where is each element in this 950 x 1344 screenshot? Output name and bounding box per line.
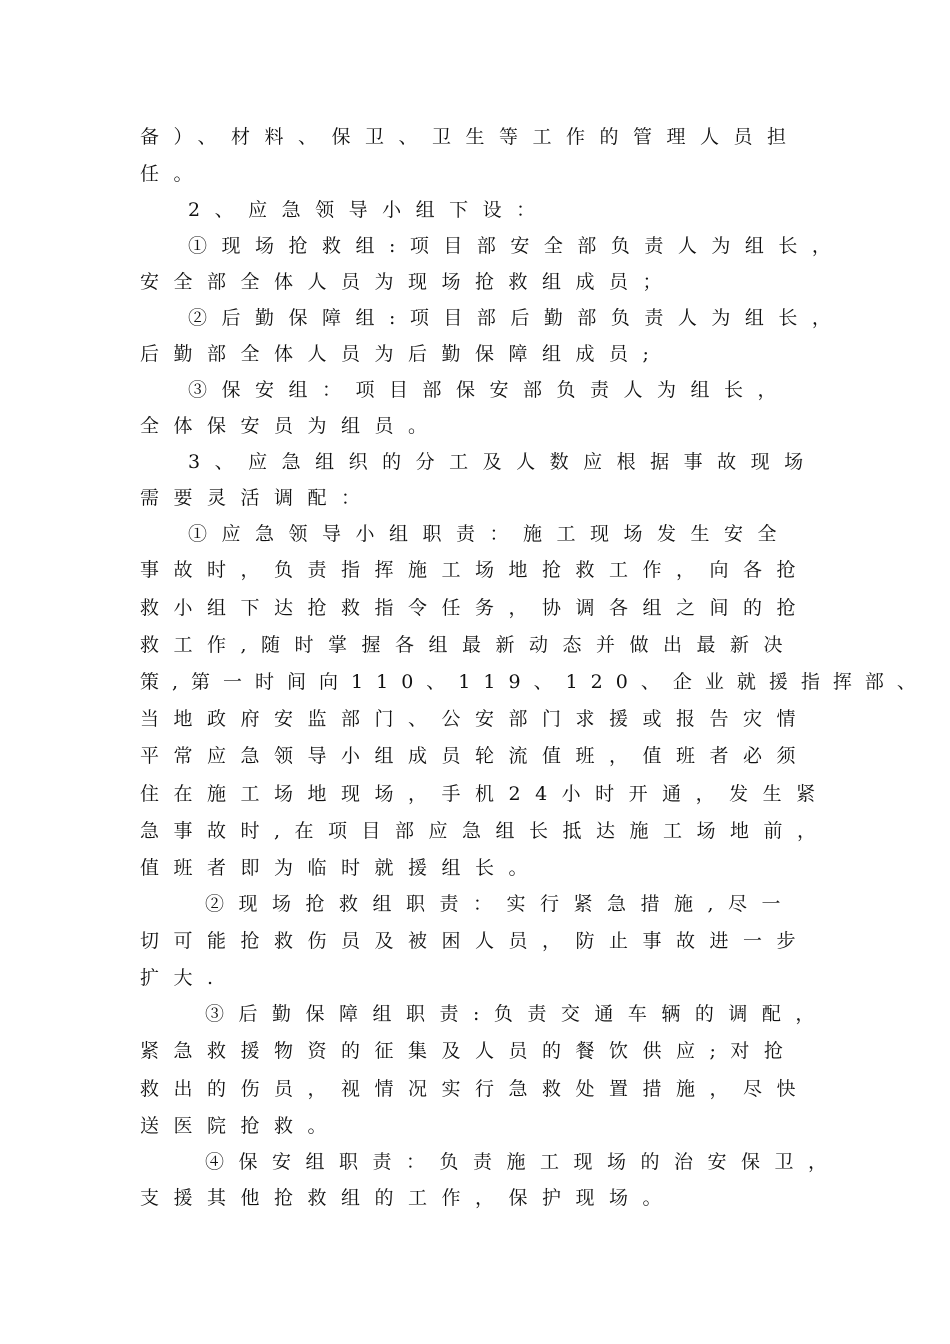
- text-line: ①现场抢救组:项目部安全部负责人为组长，: [188, 235, 846, 257]
- text-line: 紧急救援物资的征集及人员的餐饮供应;对抢: [140, 1040, 798, 1062]
- text-line: 全体保安员为组员。: [140, 415, 442, 437]
- text-line: 值班者即为临时就援组长。: [140, 857, 543, 879]
- text-line: 任。: [140, 163, 208, 185]
- text-line: ④保安组职责：负责施工现场的治安保卫，: [205, 1151, 842, 1173]
- text-line: ②后勤保障组:项目部后勤部负责人为组长，: [188, 307, 846, 329]
- text-line: 安全部全体人员为现场抢救组成员；: [140, 271, 677, 293]
- text-line: 支援其他抢救组的工作，保护现场。: [140, 1187, 677, 1209]
- text-line: ②现场抢救组职责：实行紧急措施,尽一: [205, 893, 796, 915]
- text-line: 备）、材料、保卫、卫生等工作的管理人员担: [140, 126, 801, 148]
- text-line: 后勤部全体人员为后勤保障组成员;: [140, 343, 664, 365]
- text-line: 扩大.: [140, 967, 228, 989]
- text-line: ③保安组：项目部保安部负责人为组长，: [188, 379, 792, 401]
- text-line: 2、应急领导小组下设：: [188, 199, 550, 221]
- text-line: ③后勤保障组职责:负责交通车辆的调配，: [205, 1003, 829, 1025]
- text-line: 3、应急组织的分工及人数应根据事故现场: [188, 451, 818, 473]
- text-line: 救出的伤员，视情况实行急救处置措施，尽快: [140, 1078, 811, 1100]
- text-line: 住在施工场地现场，手机24小时开通，发生紧: [140, 783, 830, 805]
- text-line: 急事故时,在项目部应急组长抵达施工场地前，: [140, 820, 831, 842]
- text-line: 平常应急领导小组成员轮流值班，值班者必须: [140, 745, 811, 767]
- text-line: 切可能抢救伤员及被困人员，防止事故进一步: [140, 930, 811, 952]
- text-line: 事故时，负责指挥施工场地抢救工作，向各抢: [140, 559, 811, 581]
- text-line: ①应急领导小组职责：施工现场发生安全: [188, 523, 792, 545]
- text-line: 救小组下达抢救指令任务，协调各组之间的抢: [140, 597, 811, 619]
- text-line: 救工作,随时掌握各组最新动态并做出最新决: [140, 634, 798, 656]
- text-line: 策,第一时间向110、119、120、企业就援指挥部、: [140, 671, 929, 693]
- text-line: 送医院抢救。: [140, 1115, 342, 1137]
- text-line: 需要灵活调配：: [140, 487, 375, 509]
- text-line: 当地政府安监部门、公安部门求援或报告灾情: [140, 708, 811, 730]
